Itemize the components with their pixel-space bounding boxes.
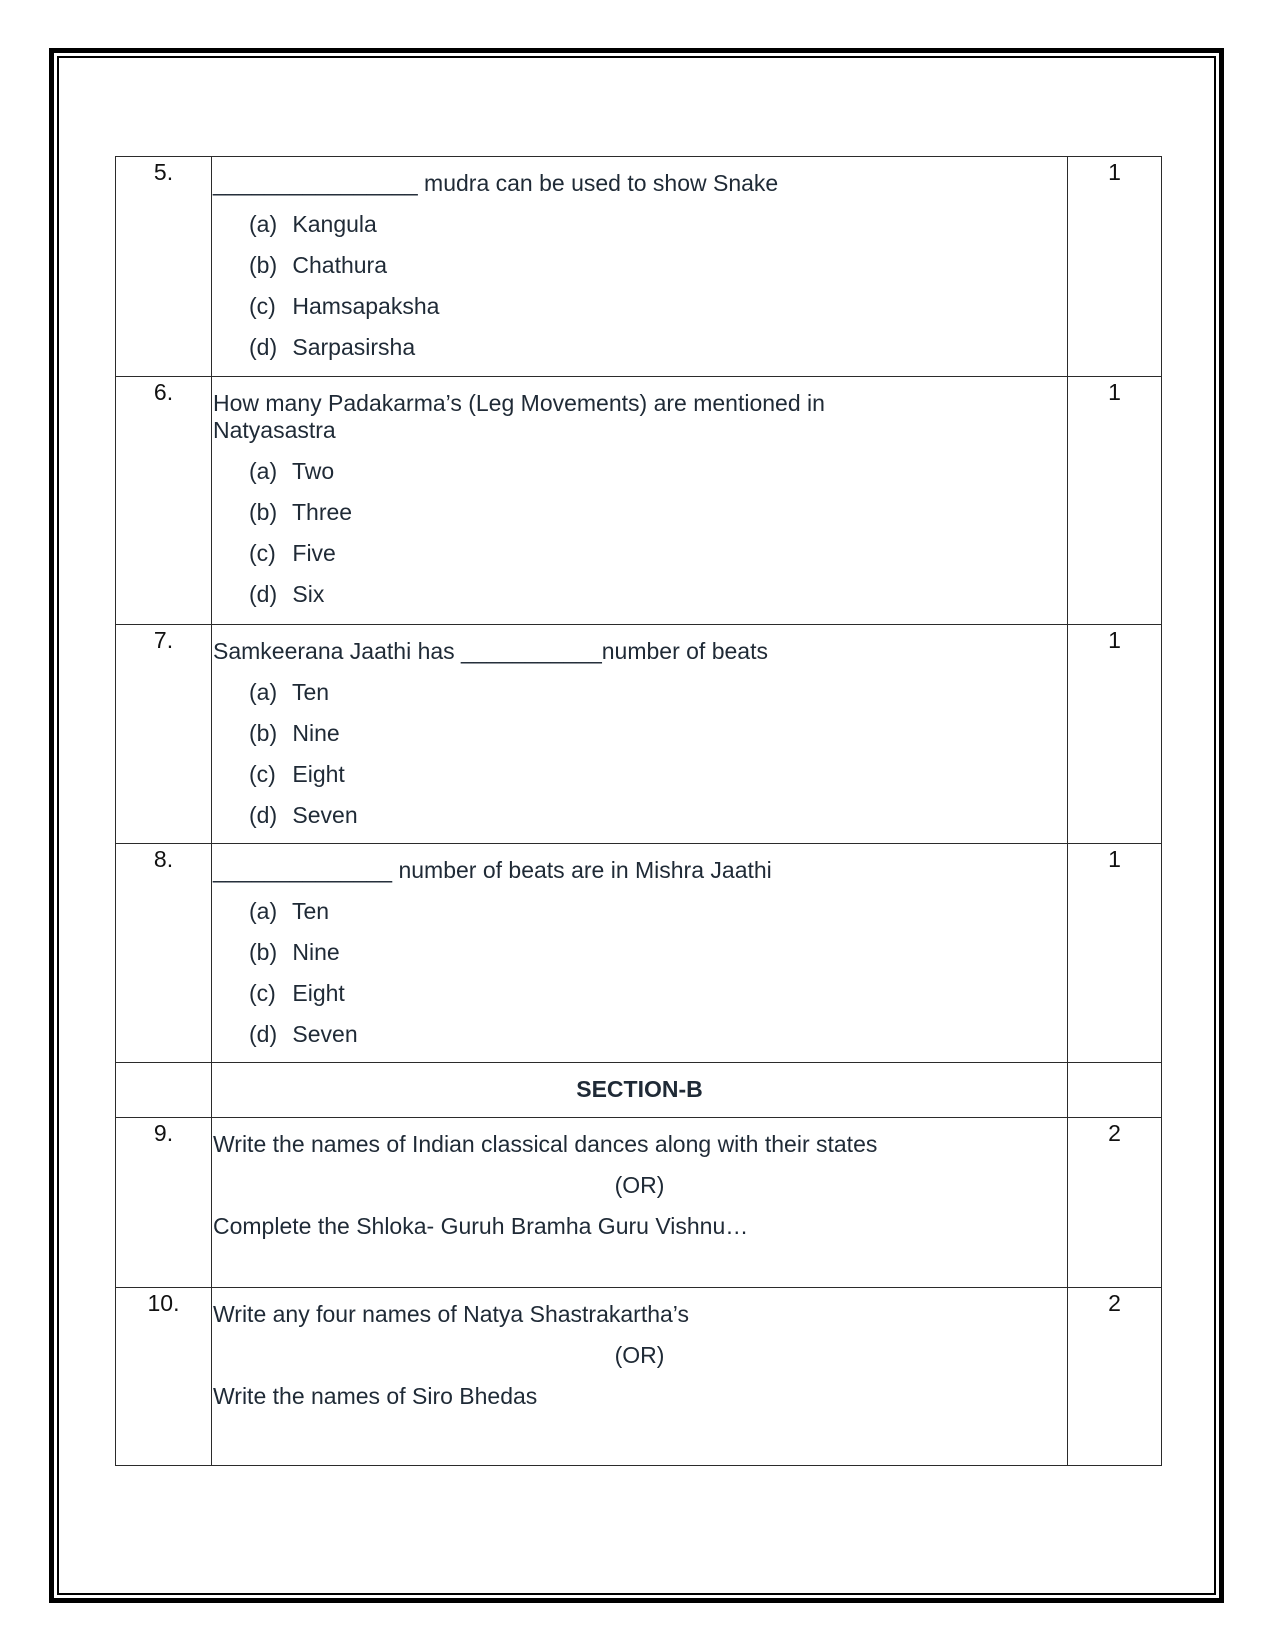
question-cell: [212, 1288, 1068, 1466]
option-item: [249, 293, 1067, 320]
option-label: (d): [249, 1021, 278, 1047]
question-cell: [212, 1118, 1068, 1288]
option-label: (a): [249, 898, 278, 924]
option-item: [249, 898, 1067, 925]
options-list: [212, 898, 1067, 1048]
question-cell: [212, 377, 1068, 625]
option-item: [249, 499, 1067, 526]
option-text: Two: [291, 458, 335, 484]
option-label: (c): [249, 540, 276, 566]
option-text: Eight: [292, 761, 345, 787]
alternative-question-text: Write the names of Siro Bhedas: [213, 1383, 538, 1409]
question-number: 7.: [116, 625, 212, 844]
question-marks: 1: [1068, 157, 1162, 377]
options-list: [212, 211, 1067, 361]
question-marks: 1: [1068, 844, 1162, 1063]
question-cell: [212, 625, 1068, 844]
question-row: [116, 625, 1162, 844]
question-marks: 1: [1068, 625, 1162, 844]
option-text: Kangula: [292, 211, 377, 237]
option-label: (d): [249, 581, 278, 607]
question-number: 6.: [116, 377, 212, 625]
option-item: [249, 581, 1067, 608]
question-marks: 2: [1068, 1288, 1162, 1466]
option-label: (c): [249, 293, 276, 319]
option-item: [249, 1021, 1067, 1048]
question-text: Samkeerana Jaathi has ___________number of beats: [213, 638, 768, 664]
option-text: Sarpasirsha: [292, 334, 416, 360]
option-item: [249, 252, 1067, 279]
option-item: [249, 761, 1067, 788]
empty-cell: [116, 1063, 212, 1118]
alternative-question-text: Complete the Shloka- Guruh Bramha Guru Vishnu…: [213, 1213, 749, 1239]
empty-cell: [1068, 1063, 1162, 1118]
question-text: Write any four names of Natya Shastrakartha’s: [213, 1301, 689, 1327]
option-text: Ten: [291, 679, 330, 705]
question-text: ________________ mudra can be used to show Snake: [213, 170, 779, 196]
option-label: (d): [249, 802, 278, 828]
option-item: [249, 334, 1067, 361]
question-marks: 1: [1068, 377, 1162, 625]
option-text: Ten: [291, 898, 330, 924]
question-table: [115, 156, 1162, 1466]
option-item: [249, 720, 1067, 747]
section-row: [116, 1063, 1162, 1118]
option-text: Seven: [292, 1021, 358, 1047]
question-marks: 2: [1068, 1118, 1162, 1288]
option-label: (c): [249, 980, 276, 1006]
question-cell: [212, 844, 1068, 1063]
question-row: [116, 1288, 1162, 1466]
option-label: (c): [249, 761, 276, 787]
option-item: [249, 458, 1067, 485]
option-item: [249, 802, 1067, 829]
option-label: (a): [249, 458, 278, 484]
option-text: Five: [292, 540, 336, 566]
option-text: Three: [291, 499, 353, 525]
option-item: [249, 211, 1067, 238]
option-item: [249, 679, 1067, 706]
question-row: [116, 844, 1162, 1063]
option-item: [249, 980, 1067, 1007]
option-text: Seven: [292, 802, 358, 828]
option-item: [249, 939, 1067, 966]
option-label: (d): [249, 334, 278, 360]
option-text: Hamsapaksha: [292, 293, 440, 319]
question-row: [116, 377, 1162, 625]
section-cell: [212, 1063, 1068, 1118]
question-text: ______________ number of beats are in Mishra Jaathi: [213, 857, 772, 883]
option-text: Nine: [292, 720, 340, 746]
options-list: [212, 458, 1067, 608]
question-text: Write the names of Indian classical dances along with their states: [213, 1131, 878, 1157]
option-label: (a): [249, 211, 278, 237]
option-text: Nine: [292, 939, 340, 965]
question-number: 10.: [116, 1288, 212, 1466]
option-text: Chathura: [292, 252, 388, 278]
option-text: Eight: [292, 980, 345, 1006]
option-text: Six: [292, 581, 325, 607]
section-b-title: SECTION-B: [576, 1076, 703, 1102]
option-label: (a): [249, 679, 278, 705]
option-item: [249, 540, 1067, 567]
question-number: 5.: [116, 157, 212, 377]
question-row: [116, 157, 1162, 377]
question-cell: [212, 157, 1068, 377]
or-label: (OR): [614, 1342, 665, 1368]
options-list: [212, 679, 1067, 829]
option-label: (b): [249, 252, 278, 278]
question-row: [116, 1118, 1162, 1288]
question-number: 9.: [116, 1118, 212, 1288]
option-label: (b): [249, 720, 278, 746]
option-label: (b): [249, 939, 278, 965]
question-number: 8.: [116, 844, 212, 1063]
or-label: (OR): [614, 1172, 665, 1198]
question-text: How many Padakarma’s (Leg Movements) are mentioned in Natyasastra: [213, 390, 825, 443]
option-label: (b): [249, 499, 278, 525]
